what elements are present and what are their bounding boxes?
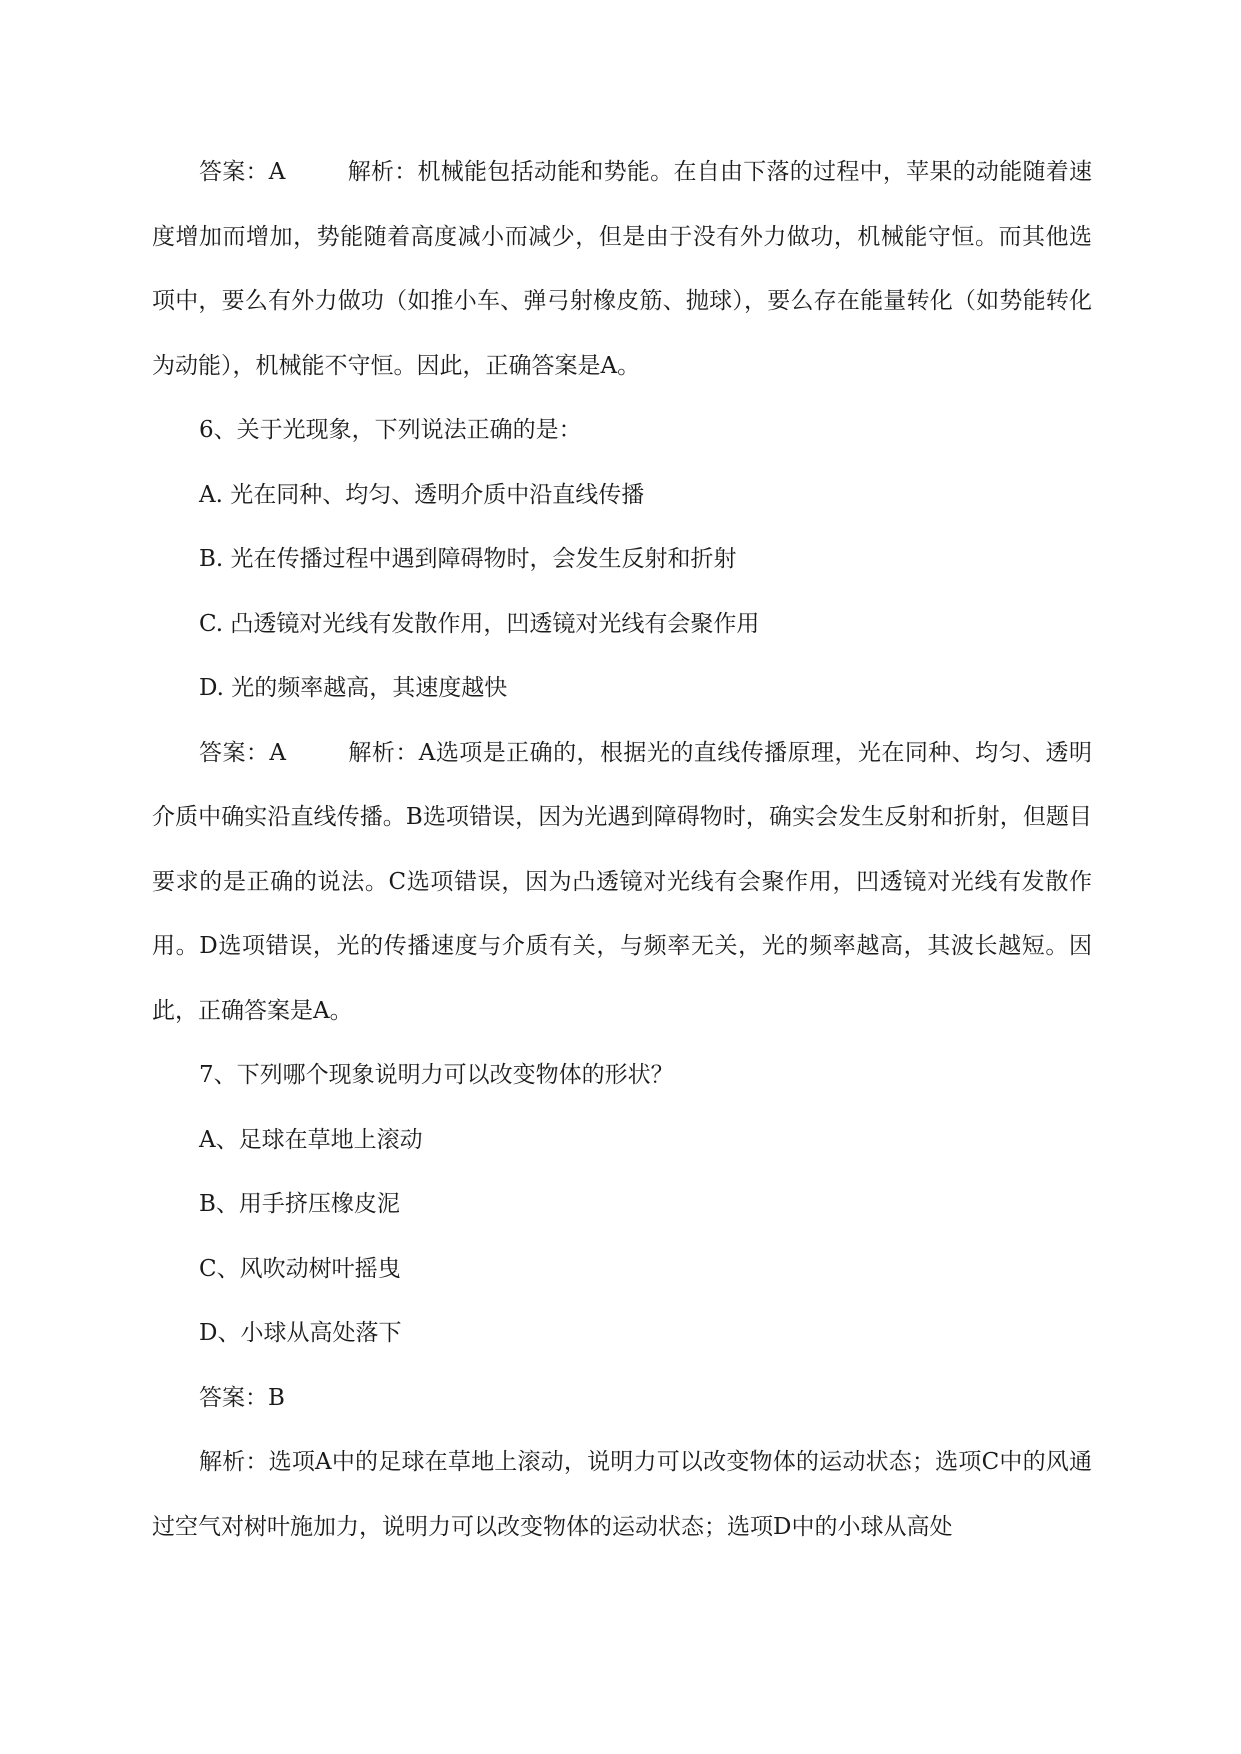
question-7-option-c: C、风吹动树叶摇曳 xyxy=(199,1255,401,1282)
question-6-option-d: D. 光的频率越高，其速度越快 xyxy=(199,675,508,701)
answer-7: 答案：B xyxy=(199,1384,285,1411)
question-6: 6、关于光现象，下列说法正确的是： xyxy=(199,417,582,443)
analysis-text: 解析：机械能包括动能和势能。在自由下落的过程中，苹果的动能随着速度增加而增加，势能随着高度减小而减少，但是由于没有外力做功，机械能守恒。而其他选项中，要么有外力做功（如推小车、弹弓射橡皮筋、抛球），要么存在能量转化（如势能转化为动能），机械能不守恒。因此，正确答案是A。 xyxy=(152,159,1092,379)
answer-paragraph-6 xyxy=(152,721,1092,1044)
question-6-option-c: C. 凸透镜对光线有发散作用，凹透镜对光线有会聚作用 xyxy=(199,610,760,637)
question-7-option-d: D、小球从高处落下 xyxy=(199,1320,402,1346)
analysis-text: 解析：A选项是正确的，根据光的直线传播原理，光在同种、均匀、透明介质中确实沿直线传播。B选项错误，因为光遇到障碍物时，确实会发生反射和折射，但题目要求的是正确的说法。C选项错误，因为凸透镜对光线有会聚作用，凹透镜对光线有发散作用。D选项错误，光的传播速度与介质有关，与频率无关，光的频率越高，其波长越短。因此，正确答案是A。 xyxy=(152,739,1092,1024)
analysis-7: 解析：选项A中的足球在草地上滚动，说明力可以改变物体的运动状态；选项C中的风通过空气对树叶施加力，说明力可以改变物体的运动状态；选项D中的小球从高处 xyxy=(152,1449,1092,1540)
question-6-option-a: A. 光在同种、均匀、透明介质中沿直线传播 xyxy=(199,481,645,508)
question-7: 7、下列哪个现象说明力可以改变物体的形状？ xyxy=(199,1062,674,1088)
document-page xyxy=(152,140,1092,1559)
question-7-option-a: A、足球在草地上滚动 xyxy=(199,1126,423,1153)
answer-label: 答案：A xyxy=(199,159,286,185)
question-7-option-b: B、用手挤压橡皮泥 xyxy=(199,1191,400,1217)
answer-paragraph-5 xyxy=(152,140,1092,398)
question-6-option-b: B. 光在传播过程中遇到障碍物时，会发生反射和折射 xyxy=(199,546,737,572)
answer-label: 答案：A xyxy=(199,739,286,766)
